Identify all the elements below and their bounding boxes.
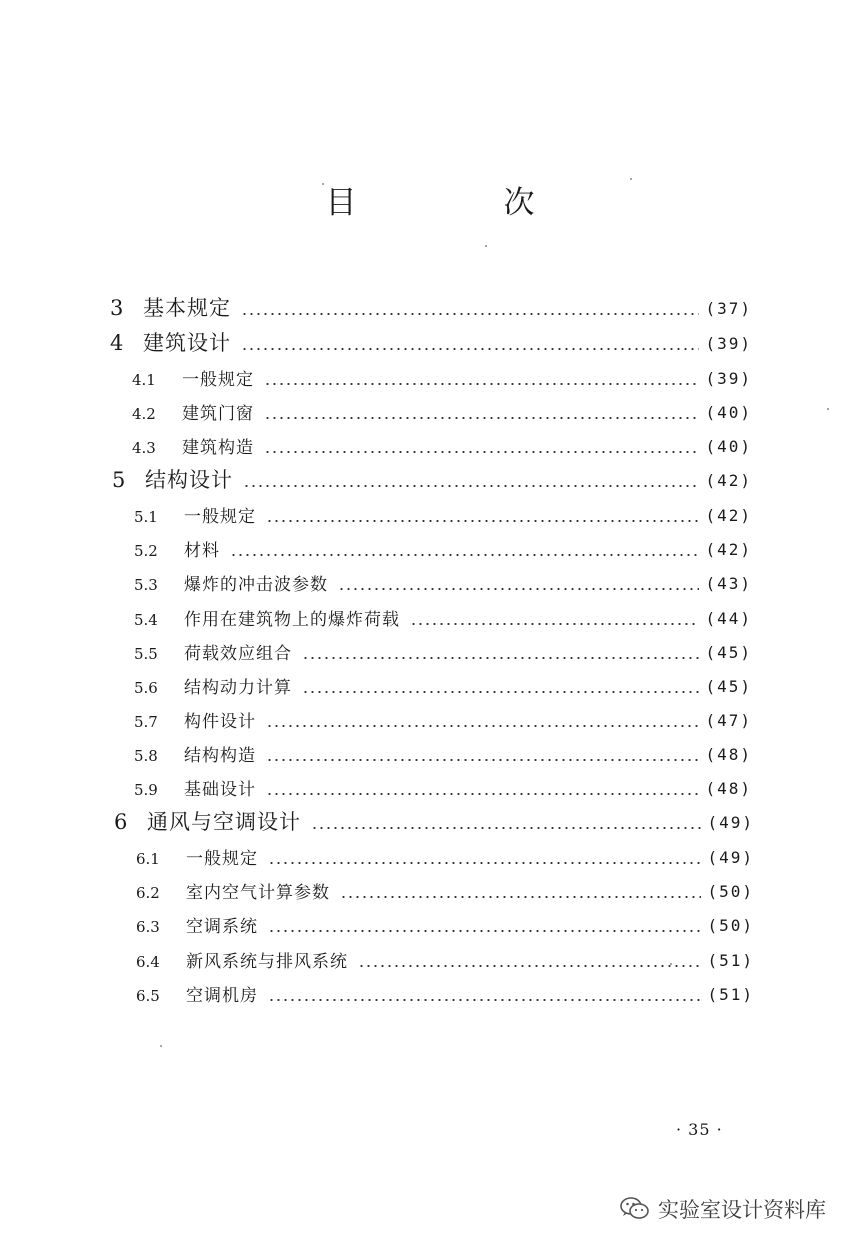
- toc-entry-title: 建筑设计: [143, 331, 231, 355]
- toc-entry-number: 5.9: [134, 781, 158, 799]
- toc-entry-page: (42): [705, 471, 752, 490]
- toc-entry-title: 基础设计: [184, 780, 256, 800]
- toc-entry[interactable]: [110, 327, 752, 357]
- toc-entry-page: (50): [707, 882, 754, 901]
- toc-entry[interactable]: [134, 602, 752, 632]
- dot-leader: [266, 793, 699, 795]
- toc-entry[interactable]: [136, 841, 754, 871]
- dot-leader: [338, 588, 699, 590]
- toc-entry-title: 材料: [184, 541, 220, 561]
- toc-entry-number: 4.1: [132, 371, 156, 389]
- dot-leader: [243, 485, 699, 487]
- toc-entry-page: (51): [707, 951, 754, 970]
- toc-entry[interactable]: [132, 362, 752, 392]
- toc-entry-number: 5.7: [134, 713, 158, 731]
- dot-leader: [358, 965, 701, 967]
- toc-entry-title: 建筑门窗: [182, 404, 254, 424]
- toc-entry-title: 基本规定: [143, 296, 231, 320]
- toc-entry-page: (43): [705, 574, 752, 593]
- dot-leader: [264, 383, 699, 385]
- toc-entry[interactable]: [134, 636, 752, 666]
- toc-entry[interactable]: [136, 978, 754, 1008]
- page-number: · 35 ·: [676, 1120, 723, 1139]
- toc-entry-number: 5.3: [134, 576, 158, 594]
- toc-entry-number: 6: [114, 810, 128, 834]
- toc-entry-page: (40): [705, 403, 752, 422]
- toc-entry-page: (45): [705, 643, 752, 662]
- scan-speck: [160, 1045, 162, 1047]
- toc-entry-page: (37): [705, 299, 752, 318]
- toc-entry-number: 6.1: [136, 850, 160, 868]
- toc-entry-title: 通风与空调设计: [147, 810, 301, 834]
- toc-entry[interactable]: [136, 909, 754, 939]
- dot-leader: [268, 862, 701, 864]
- toc-entry-number: 5.5: [134, 645, 158, 663]
- dot-leader: [410, 623, 699, 625]
- toc-entry-title: 结构设计: [145, 468, 233, 492]
- dot-leader: [264, 417, 699, 419]
- toc-entry-number: 5.4: [134, 611, 158, 629]
- toc-entry-title: 爆炸的冲击波参数: [184, 575, 328, 595]
- page-title: 目 次: [325, 185, 593, 221]
- dot-leader: [340, 896, 701, 898]
- toc-entry-number: 3: [110, 296, 124, 320]
- toc-entry-number: 6.4: [136, 953, 160, 971]
- toc-entry-page: (44): [705, 609, 752, 628]
- dot-leader: [266, 725, 699, 727]
- toc-entry[interactable]: [134, 567, 752, 597]
- toc-entry-page: (45): [705, 677, 752, 696]
- toc-entry-title: 新风系统与排风系统: [186, 952, 348, 972]
- toc-entry-number: 5.8: [134, 747, 158, 765]
- toc-entry-page: (42): [705, 506, 752, 525]
- toc-entry-title: 结构动力计算: [184, 678, 292, 698]
- toc-entry-page: (48): [705, 745, 752, 764]
- toc-entry[interactable]: [114, 806, 754, 836]
- dot-leader: [266, 520, 699, 522]
- toc-entry-title: 空调系统: [186, 917, 258, 937]
- toc-entry-page: (47): [705, 711, 752, 730]
- toc-entry[interactable]: [134, 499, 752, 529]
- toc-entry-title: 构件设计: [184, 712, 256, 732]
- toc-entry[interactable]: [112, 464, 752, 494]
- toc-entry-title: 空调机房: [186, 986, 258, 1006]
- dot-leader: [268, 999, 701, 1001]
- toc-entry[interactable]: [134, 772, 752, 802]
- toc-entry-number: 5.2: [134, 542, 158, 560]
- toc-entry-number: 5: [112, 468, 126, 492]
- toc-entry[interactable]: [132, 430, 752, 460]
- scan-speck: [322, 183, 324, 185]
- toc-entry[interactable]: [134, 533, 752, 563]
- toc-entry-number: 4.2: [132, 405, 156, 423]
- toc-entry-page: (40): [705, 437, 752, 456]
- scan-speck: [630, 178, 632, 180]
- toc-entry-title: 一般规定: [182, 370, 254, 390]
- toc-entry[interactable]: [110, 292, 752, 322]
- dot-leader: [241, 313, 699, 315]
- toc-entry[interactable]: [136, 944, 754, 974]
- dot-leader: [241, 348, 699, 350]
- toc-entry-page: (39): [705, 369, 752, 388]
- scan-speck: [485, 245, 487, 247]
- toc-entry-page: (51): [707, 985, 754, 1004]
- toc-entry-number: 5.6: [134, 679, 158, 697]
- watermark-text: 实验室设计资料库: [658, 1198, 826, 1222]
- toc-entry-number: 6.3: [136, 918, 160, 936]
- toc-entry-number: 4.3: [132, 439, 156, 457]
- toc-entry-title: 荷载效应组合: [184, 644, 292, 664]
- toc-entry-number: 6.5: [136, 987, 160, 1005]
- dot-leader: [311, 827, 701, 829]
- toc-entry-title: 结构构造: [184, 746, 256, 766]
- toc-entry-title: 一般规定: [186, 849, 258, 869]
- scan-speck: [670, 963, 672, 965]
- toc-entry[interactable]: [134, 670, 752, 700]
- toc-entry[interactable]: [136, 875, 754, 905]
- toc-entry-page: (49): [707, 813, 754, 832]
- toc-entry-page: (49): [707, 848, 754, 867]
- toc-entry[interactable]: [132, 396, 752, 426]
- toc-entry-page: (39): [705, 334, 752, 353]
- toc-entry-title: 一般规定: [184, 507, 256, 527]
- scan-speck: [827, 408, 829, 410]
- toc-entry[interactable]: [134, 738, 752, 768]
- toc-entry-title: 建筑构造: [182, 438, 254, 458]
- dot-leader: [302, 657, 699, 659]
- toc-entry-number: 4: [110, 331, 124, 355]
- wechat-icon: [620, 1196, 650, 1222]
- toc-entry-page: (48): [705, 779, 752, 798]
- toc-entry-title: 作用在建筑物上的爆炸荷载: [184, 610, 400, 630]
- dot-leader: [230, 554, 699, 556]
- toc-entry-number: 5.1: [134, 508, 158, 526]
- dot-leader: [264, 451, 699, 453]
- watermark: [620, 1194, 826, 1224]
- toc-entry-page: (42): [705, 540, 752, 559]
- dot-leader: [268, 930, 701, 932]
- toc-entry-number: 6.2: [136, 884, 160, 902]
- dot-leader: [266, 759, 699, 761]
- toc-entry[interactable]: [134, 704, 752, 734]
- dot-leader: [302, 691, 699, 693]
- toc-entry-title: 室内空气计算参数: [186, 883, 330, 903]
- toc-entry-page: (50): [707, 916, 754, 935]
